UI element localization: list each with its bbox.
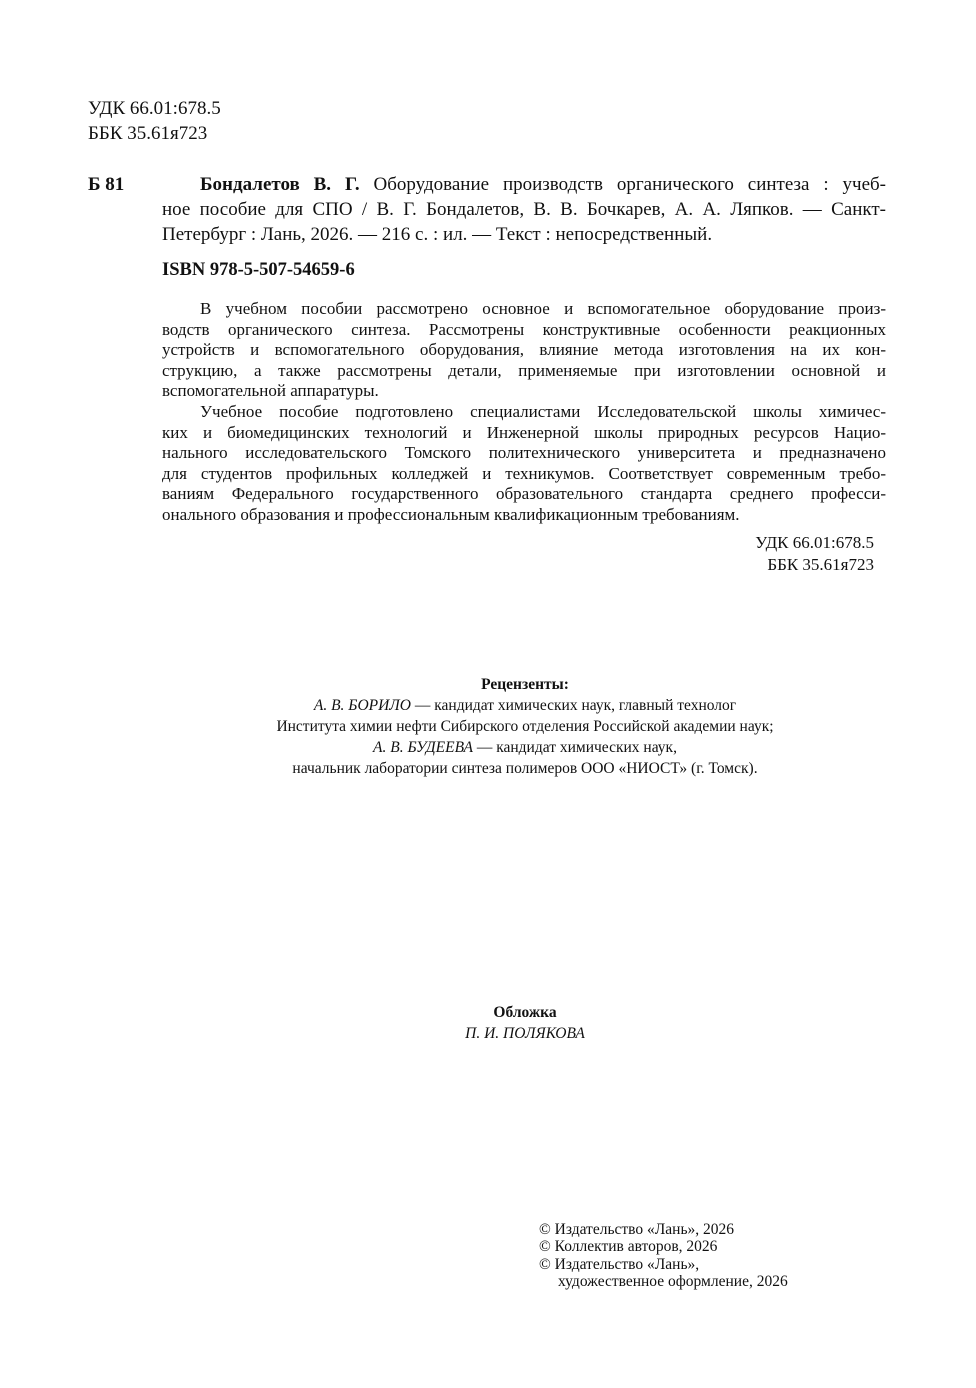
cover-block	[350, 1002, 700, 1044]
reviewers-block	[200, 674, 850, 779]
reviewer-1-name: А. В. БОРИЛО	[313, 697, 411, 714]
bbk-code: ББК 35.61я723	[88, 123, 208, 144]
reviewer-1-org: Института химии нефти Сибирского отделения Российской академии наук;	[276, 718, 774, 735]
copyright-line: художественное оформление, 2026	[558, 1272, 788, 1290]
bib-text: Оборудование производств органического синтеза : учеб-	[359, 174, 886, 195]
abstract	[162, 299, 886, 526]
reviewers-heading: Рецензенты:	[481, 676, 569, 693]
copyright-line: © Издательство «Лань», 2026	[539, 1221, 735, 1238]
bib-line-3: Петербург : Лань, 2026. — 216 с. : ил. — Текст : непосредственный.	[162, 224, 713, 245]
abstract-line: онального образования и профессиональным квалификационным требованиям.	[162, 504, 740, 524]
cover-designer: П. И. ПОЛЯКОВА	[465, 1025, 585, 1042]
abstract-line: устройств и вспомогательного оборудования, влияние метода изготовления на их кон-	[162, 340, 886, 360]
reviewer-2-org: начальник лаборатории синтеза полимеров ООО «НИОСТ» (г. Томск).	[292, 760, 758, 777]
abstract-line: для студентов профильных колледжей и техникумов. Соответствует современным требо-	[162, 463, 886, 483]
isbn: ISBN 978-5-507-54659-6	[162, 260, 355, 280]
reviewer-2-name: А. В. БУДЕЕВА	[373, 739, 473, 756]
abstract-line: ваниям Федерального государственного образовательного стандарта среднего професси-	[162, 484, 886, 504]
cover-heading: Обложка	[493, 1004, 557, 1021]
abstract-line: водств органического синтеза. Рассмотрены конструктивные особенности реакционных	[162, 319, 886, 339]
bib-line-1	[200, 172, 886, 197]
reviewer-2-role: — кандидат химических наук,	[472, 739, 677, 756]
author-mark: Б 81	[88, 174, 125, 195]
bib-line-2: ное пособие для СПО / В. Г. Бондалетов, В. В. Бочкарев, А. А. Ляпков. — Санкт-	[162, 199, 886, 220]
abstract-line: В учебном пособии рассмотрено основное и вспомогательное оборудование произ-	[200, 299, 886, 318]
abstract-line: нального исследовательского Томского политехнического университета и предназначено	[162, 443, 886, 463]
reviewer-1	[200, 695, 850, 716]
abstract-line: ких и биомедицинских технологий и Инженерной школы природных ресурсов Нацио-	[162, 422, 886, 442]
abstract-line: струкцию, а также рассмотрены детали, применяемые при изготовлении основной и	[162, 360, 886, 380]
abstract-line: Учебное пособие подготовлено специалистами Исследовательской школы химичес-	[200, 401, 886, 421]
abstract-udk: УДК 66.01:678.5	[755, 533, 874, 552]
copyright-block	[539, 1221, 788, 1290]
abstract-line: вспомогательной аппаратуры.	[162, 381, 379, 401]
bib-author: Бондалетов В. Г.	[200, 174, 360, 195]
reviewer-2	[200, 737, 850, 758]
copyright-line: © Издательство «Лань»,	[539, 1255, 700, 1273]
abstract-bbk: ББК 35.61я723	[767, 555, 874, 574]
copyright-line: © Коллектив авторов, 2026	[539, 1238, 718, 1256]
reviewer-1-role: — кандидат химических наук, главный технолог	[410, 697, 737, 714]
udk-code: УДК 66.01:678.5	[88, 98, 221, 119]
